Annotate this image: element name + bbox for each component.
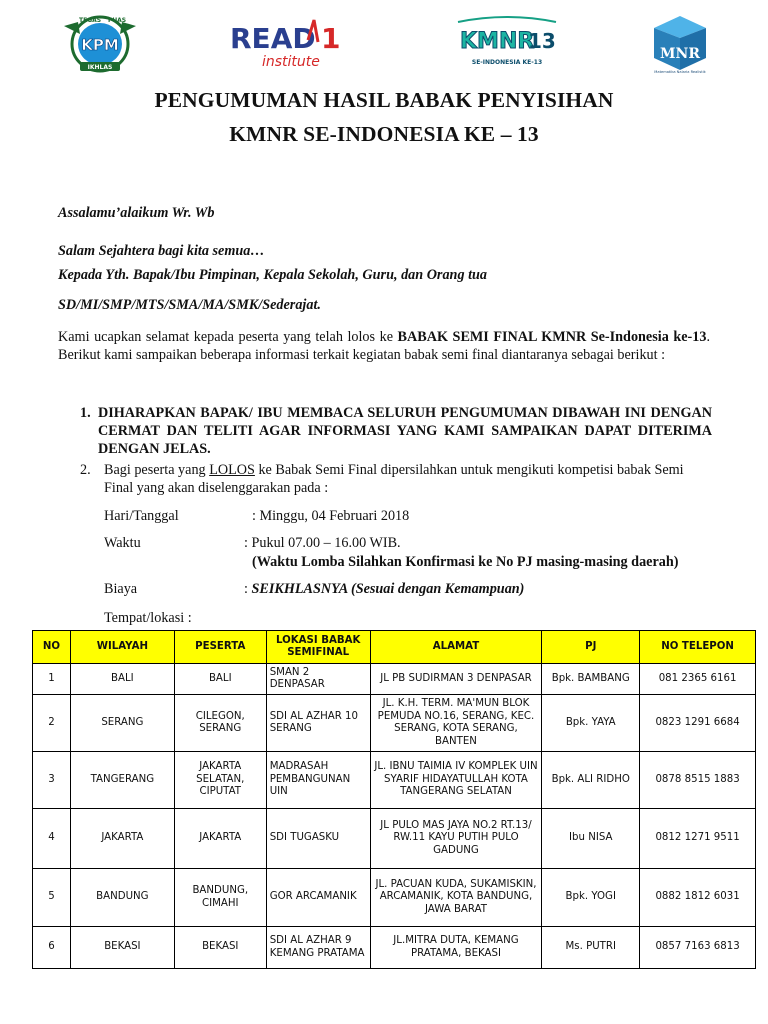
cell-no: 6 [33,927,71,969]
table-row [33,752,756,809]
cell-lokasi: SDI AL AZHAR 9 KEMANG PRATAMA [266,927,370,969]
list-item-1 [80,404,712,458]
waktu-label: Waktu [104,535,141,551]
cell-peserta: JAKARTA SELATAN, CIPUTAT [174,752,266,809]
table-header-row [33,631,756,664]
intro-text-a: Kami ucapkan selamat kepada peserta yang telah lolos ke [58,329,398,345]
cell-lokasi: GOR ARCAMANIK [266,869,370,927]
table-row [33,927,756,969]
cell-telepon: 0823 1291 6684 [640,695,756,752]
header-lokasi: LOKASI BABAK SEMIFINAL [266,631,370,664]
hari-value: : Minggu, 04 Februari 2018 [252,508,410,524]
svg-text:TEGAS: TEGAS [79,17,102,24]
salam: Salam Sejahtera bagi kita semua… [58,243,265,259]
hari-label: Hari/Tanggal [104,508,179,524]
header-alamat: ALAMAT [370,631,542,664]
list-number: 1. [80,405,91,421]
page-subtitle: KMNR SE-INDONESIA KE – 13 [229,122,539,146]
cell-lokasi: MADRASAH PEMBANGUNAN UIN [266,752,370,809]
cell-wilayah: SERANG [70,695,174,752]
cell-alamat: JL. IBNU TAIMIA IV KOMPLEK UIN SYARIF HIDAYATULLAH KOTA TANGERANG SELATAN [370,752,542,809]
kpm-logo [50,12,150,74]
svg-text:1: 1 [321,22,341,55]
cell-wilayah: BANDUNG [70,869,174,927]
svg-text:KMNR: KMNR [460,29,535,54]
intro-paragraph [58,328,710,364]
cell-alamat: JL PB SUDIRMAN 3 DENPASAR [370,664,542,695]
intro-text-c: . Berikut kami sampaikan beberapa informasi terkait kegiatan babak semi final diantaranya sebagai berikut : [58,329,710,363]
svg-text:SE-INDONESIA KE-13: SE-INDONESIA KE-13 [471,59,543,66]
cell-telepon: 0882 1812 6031 [640,869,756,927]
cell-no: 3 [33,752,71,809]
cell-pj: Ibu NISA [542,809,640,869]
logo-bar [0,12,768,80]
cell-no: 1 [33,664,71,695]
list-text-b: ke Babak Semi Final dipersilahkan untuk mengikuti kompetisi babak Semi Final yang akan diselenggarakan pada : [104,462,684,496]
cell-alamat: JL.MITRA DUTA, KEMANG PRATAMA, BEKASI [370,927,542,969]
list-text-a: Bagi peserta yang [104,462,210,478]
location-table [32,630,756,969]
page-title: PENGUMUMAN HASIL BABAK PENYISIHAN [154,88,614,112]
svg-text:READ: READ [230,22,316,55]
cell-wilayah: TANGERANG [70,752,174,809]
header-telepon: NO TELEPON [640,631,756,664]
header-wilayah: WILAYAH [70,631,174,664]
cell-pj: Bpk. YAYA [542,695,640,752]
cell-alamat: JL PULO MAS JAYA NO.2 RT.13/ RW.11 KAYU PUTIH PULO GADUNG [370,809,542,869]
cell-no: 5 [33,869,71,927]
cell-peserta: CILEGON, SERANG [174,695,266,752]
svg-text:Matematika Nalaria Realistik: Matematika Nalaria Realistik [654,70,706,74]
cell-telepon: 0857 7163 6813 [640,927,756,969]
svg-text:13: 13 [528,29,556,53]
cell-lokasi: SMAN 2 DENPASAR [266,664,370,695]
svg-text:KPM: KPM [81,36,119,54]
header-pj: PJ [542,631,640,664]
cell-pj: Ms. PUTRI [542,927,640,969]
table-row [33,664,756,695]
lolos-underlined: LOLOS [209,462,255,478]
cell-lokasi: SDI TUGASKU [266,809,370,869]
cell-no: 4 [33,809,71,869]
cell-wilayah: BALI [70,664,174,695]
cell-pj: Bpk. YOGI [542,869,640,927]
list-number: 2. [80,462,91,478]
waktu-note: (Waktu Lomba Silahkan Konfirmasi ke No PJ masing-masing daerah) [252,554,679,570]
waktu-value: : Pukul 07.00 – 16.00 WIB. [244,535,401,551]
jenjang: SD/MI/SMP/MTS/SMA/MA/SMK/Sederajat. [58,297,321,313]
cell-lokasi: SDI AL AZHAR 10 SERANG [266,695,370,752]
cell-pj: Bpk. BAMBANG [542,664,640,695]
kepada: Kepada Yth. Bapak/Ibu Pimpinan, Kepala Sekolah, Guru, dan Orang tua [58,267,488,283]
list-item-2 [80,461,712,497]
header-no: NO [33,631,71,664]
cell-alamat: JL. K.H. TERM. MA'MUN BLOK PEMUDA NO.16, SERANG, KEC. SERANG, KOTA SERANG, BANTEN [370,695,542,752]
biaya-value: SEIKHLASNYA (Sesuai dengan Kemampuan) [251,581,525,597]
biaya-label: Biaya [104,581,138,597]
cell-wilayah: JAKARTA [70,809,174,869]
cell-pj: Bpk. ALI RIDHO [542,752,640,809]
mnr-logo [646,12,714,74]
table-row [33,695,756,752]
biaya-colon: : [244,581,252,597]
svg-text:MNR: MNR [660,46,700,62]
cell-peserta: BANDUNG, CIMAHI [174,869,266,927]
cell-no: 2 [33,695,71,752]
cell-telepon: 081 2365 6161 [640,664,756,695]
table-row [33,809,756,869]
tempat-label: Tempat/lokasi : [104,610,192,626]
cell-telepon: 0812 1271 9511 [640,809,756,869]
svg-text:institute: institute [262,54,320,70]
cell-peserta: JAKARTA [174,809,266,869]
intro-bold: BABAK SEMI FINAL KMNR Se-Indonesia ke-13 [397,329,707,345]
cell-telepon: 0878 8515 1883 [640,752,756,809]
table-row [33,869,756,927]
cell-peserta: BALI [174,664,266,695]
cell-alamat: JL. PACUAN KUDA, SUKAMISKIN, ARCAMANIK, KOTA BANDUNG, JAWA BARAT [370,869,542,927]
greeting: Assalamu’alaikum Wr. Wb [58,205,215,221]
read1-institute-logo [226,12,346,74]
svg-text:PUAS: PUAS [108,17,127,24]
list-text: DIHARAPKAN BAPAK/ IBU MEMBACA SELURUH PENGUMUMAN DIBAWAH INI DENGAN CERMAT DAN TELITI AGAR INFORMASI YANG KAMI SAMPAIKAN DAPAT DITERIMA DENGAN JELAS. [98,405,712,457]
cell-wilayah: BEKASI [70,927,174,969]
biaya-value-row [244,580,524,598]
kmnr13-logo [452,12,562,74]
header-peserta: PESERTA [174,631,266,664]
svg-text:IKHLAS: IKHLAS [87,64,113,71]
cell-peserta: BEKASI [174,927,266,969]
